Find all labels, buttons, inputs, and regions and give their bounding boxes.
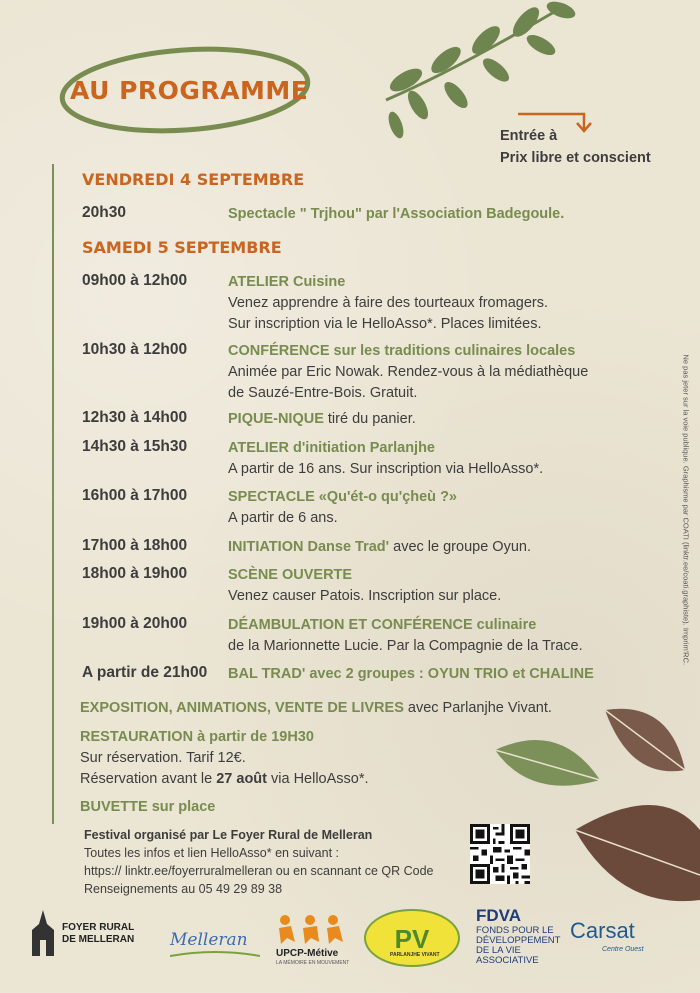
- footer-info: [84, 826, 434, 898]
- event-description: [228, 664, 594, 685]
- event-time: A partir de 21h00: [82, 664, 208, 681]
- event-description: [228, 487, 457, 529]
- event-title-rest: tiré du panier.: [323, 411, 416, 427]
- event-title: DÉAMBULATION ET CONFÉRENCE: [228, 617, 473, 633]
- event-title-rest: Cuisine: [288, 274, 346, 290]
- buvette-rest: sur place: [147, 799, 216, 815]
- entry-line-1: Entrée à: [500, 128, 558, 144]
- event-title: INITIATION: [228, 539, 304, 555]
- logo-carsat: Carsat: [570, 918, 635, 943]
- logo-fdva: FDVA: [476, 906, 522, 925]
- event-title-rest: culinaire: [472, 617, 537, 633]
- event-time: 20h30: [82, 204, 126, 221]
- event-time: 18h00 à 19h00: [82, 565, 188, 582]
- logo-carsat-sub: Centre Ouest: [602, 946, 644, 953]
- event-title: CONFÉRENCE: [228, 343, 330, 359]
- event-title: BAL TRAD': [228, 666, 306, 682]
- partner-logos: [0, 900, 700, 993]
- qr-code[interactable]: [470, 824, 530, 884]
- entry-price-note: [500, 125, 651, 169]
- event-description: [228, 537, 531, 558]
- event-detail: A partir de 16 ans. Sur inscription via HelloAsso*.: [228, 461, 544, 477]
- event-time: 14h30 à 15h30: [82, 438, 188, 455]
- event-title: SCÈNE OUVERTE: [228, 567, 353, 583]
- event-detail: de Sauzé-Entre-Bois. Gratuit.: [228, 385, 418, 401]
- event-description: [228, 615, 583, 657]
- event-detail: de la Marionnette Lucie. Par la Compagnie de la Trace.: [228, 638, 583, 654]
- upcp-figures-icon: [275, 914, 345, 946]
- footer-line-1: Toutes les infos et lien HelloAsso* en suivant :: [84, 846, 339, 860]
- timeline-line: [52, 164, 54, 824]
- event-title-rest: avec 2 groupes :: [305, 666, 428, 682]
- buvette-title: BUVETTE: [80, 799, 148, 815]
- event-description: [228, 341, 588, 404]
- event-detail: Venez causer Patois. Inscription sur place.: [228, 588, 502, 604]
- fdva-sub-line: DE LA VIE: [476, 945, 521, 956]
- fdva-sub-line: FONDS POUR LE: [476, 925, 554, 936]
- event-title: Spectacle " Trjhou" par l'Association Badegoule.: [228, 206, 565, 222]
- restauration-line-1: Sur réservation. Tarif 12€.: [80, 750, 246, 766]
- restauration-block: [80, 727, 369, 790]
- event-time: 16h00 à 17h00: [82, 487, 188, 504]
- logo-melleran: Melleran: [170, 930, 248, 950]
- logo-upcp: UPCP-Métive: [276, 948, 339, 959]
- parlanjhe-bubble-icon: [362, 908, 462, 972]
- church-icon: [28, 910, 58, 956]
- event-description: [228, 272, 548, 335]
- logo-fdva-sub: [476, 926, 560, 966]
- event-title: ATELIER: [228, 274, 289, 290]
- event-time: 17h00 à 18h00: [82, 537, 188, 554]
- restauration-date: 27 août: [216, 771, 267, 787]
- logo-parlanjhe: PARLANJHE VIVANT: [390, 952, 440, 958]
- logo-foyer-rural: [62, 922, 134, 946]
- logo-foyer-line-2: DE MELLERAN: [62, 934, 135, 945]
- day-heading-saturday: SAMEDI 5 SEPTEMBRE: [82, 238, 282, 257]
- event-description: [228, 438, 543, 480]
- restauration-line-2a: Réservation avant le: [80, 771, 217, 787]
- event-description: [228, 409, 416, 430]
- event-title-rest: «Qu'ét-o qu'çheù ?»: [314, 489, 457, 505]
- event-detail: Venez apprendre à faire des tourteaux fromagers.: [228, 295, 548, 311]
- event-description: [228, 565, 501, 607]
- event-title-tail: OYUN TRIO et CHALINE: [427, 666, 594, 682]
- restauration-line-2c: via HelloAsso*.: [266, 771, 369, 787]
- exposition-title: EXPOSITION, ANIMATIONS, VENTE DE LIVRES: [80, 700, 404, 716]
- footer-organizer: Festival organisé par Le Foyer Rural de Melleran: [84, 828, 373, 842]
- exposition-line: [80, 698, 552, 719]
- event-title-rest: Danse Trad': [303, 539, 390, 555]
- restauration-rest: à partir de 19H30: [193, 729, 314, 745]
- event-detail: Sur inscription via le HelloAsso*. Places limitées.: [228, 316, 542, 332]
- exposition-rest: avec Parlanjhe Vivant.: [403, 700, 552, 716]
- buvette-line: [80, 797, 215, 818]
- event-title-tail: avec le groupe Oyun.: [389, 539, 531, 555]
- event-title-rest: d'initiation Parlanjhe: [288, 440, 436, 456]
- logo-foyer-line-1: FOYER RURAL: [62, 922, 135, 933]
- restauration-title: RESTAURATION: [80, 729, 194, 745]
- event-time: 19h00 à 20h00: [82, 615, 188, 632]
- footer-phone: Renseignements au 05 49 29 89 38: [84, 882, 283, 896]
- event-title: PIQUE-NIQUE: [228, 411, 324, 427]
- page-title: AU PROGRAMME: [70, 76, 309, 105]
- entry-line-2: Prix libre et conscient: [500, 150, 651, 166]
- logo-upcp-sub: LA MÉMOIRE EN MOUVEMENT: [276, 960, 350, 966]
- footer-link[interactable]: https:// linktr.ee/foyerruralmelleran ou en scannant ce QR Code: [84, 864, 434, 878]
- event-detail: A partir de 6 ans.: [228, 510, 338, 526]
- melleran-swoosh-icon: [170, 950, 260, 958]
- fdva-sub-line: ASSOCIATIVE: [476, 955, 539, 966]
- event-time: 12h30 à 14h00: [82, 409, 188, 426]
- svg-text:PV: PV: [394, 924, 430, 954]
- event-title: ATELIER: [228, 440, 289, 456]
- event-time: 10h30 à 12h00: [82, 341, 188, 358]
- event-title-rest: sur les traditions culinaires locales: [329, 343, 576, 359]
- event-detail: Animée par Eric Nowak. Rendez-vous à la médiathèque: [228, 364, 589, 380]
- event-time: 09h00 à 12h00: [82, 272, 188, 289]
- fdva-sub-line: DÉVELOPPEMENT: [476, 935, 561, 946]
- vertical-legal-note: Ne pas jeter sur la voie publique. Graphisme par COATI (linktr.ee/coati.graphiste). Imprim'RC.: [681, 354, 691, 666]
- event-title: SPECTACLE: [228, 489, 315, 505]
- day-heading-friday: VENDREDI 4 SEPTEMBRE: [82, 170, 305, 189]
